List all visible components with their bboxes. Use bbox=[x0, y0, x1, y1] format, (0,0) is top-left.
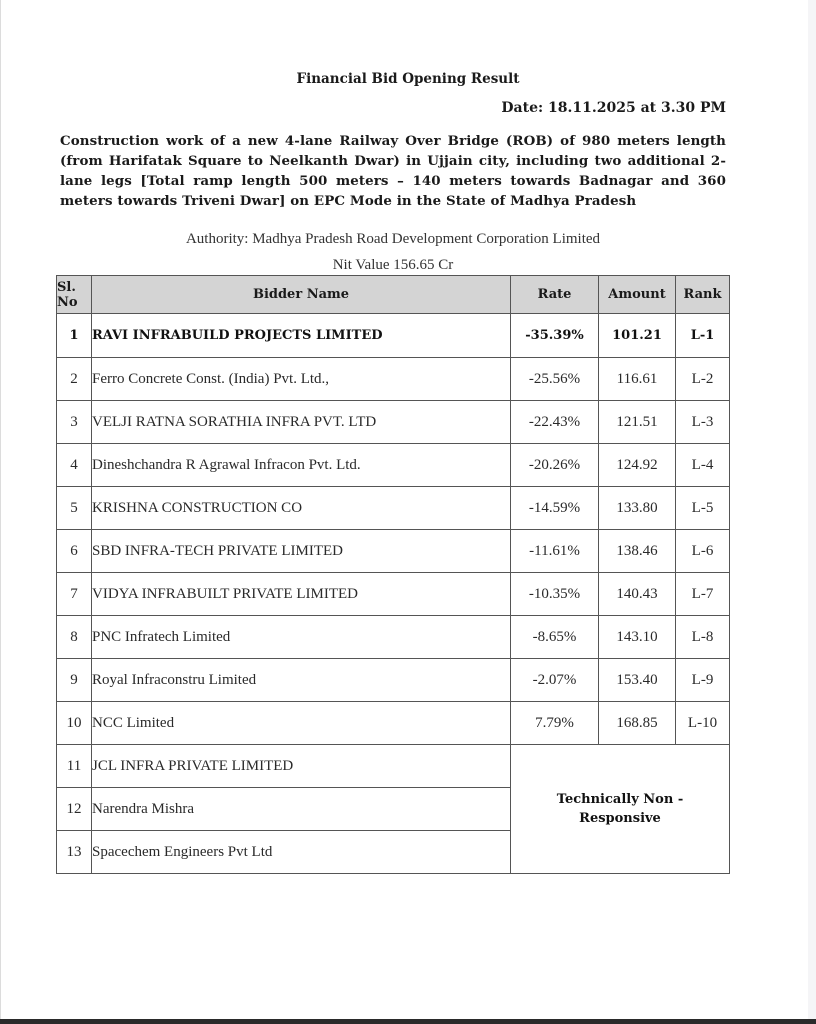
cell-rank: L-7 bbox=[676, 573, 730, 616]
cell-amount: 116.61 bbox=[599, 358, 676, 401]
cell-rate: -11.61% bbox=[511, 530, 599, 573]
cell-rate: 7.79% bbox=[511, 702, 599, 745]
page-right-strip bbox=[808, 0, 816, 1019]
cell-rank: L-3 bbox=[676, 401, 730, 444]
header-rank: Rank bbox=[676, 276, 730, 314]
cell-rank: L-6 bbox=[676, 530, 730, 573]
screen-bottom-bar bbox=[0, 1019, 816, 1024]
cell-sl: 10 bbox=[57, 702, 92, 745]
table-row bbox=[57, 616, 730, 659]
table-row bbox=[57, 702, 730, 745]
cell-bidder-name: SBD INFRA-TECH PRIVATE LIMITED bbox=[92, 530, 511, 573]
cell-amount: 153.40 bbox=[599, 659, 676, 702]
nit-value: Nit Value 156.65 Cr bbox=[332, 257, 454, 273]
cell-sl: 3 bbox=[57, 401, 92, 444]
table-row bbox=[57, 487, 730, 530]
authority-line: Authority: Madhya Pradesh Road Development Corporation Limited bbox=[185, 231, 601, 247]
cell-bidder-name: VELJI RATNA SORATHIA INFRA PVT. LTD bbox=[92, 401, 511, 444]
cell-amount: 133.80 bbox=[599, 487, 676, 530]
cell-amount: 143.10 bbox=[599, 616, 676, 659]
cell-rank: L-2 bbox=[676, 358, 730, 401]
table-row bbox=[57, 358, 730, 401]
cell-sl: 6 bbox=[57, 530, 92, 573]
table-row bbox=[57, 401, 730, 444]
cell-rate: -8.65% bbox=[511, 616, 599, 659]
cell-amount: 101.21 bbox=[599, 314, 676, 358]
cell-rate: -14.59% bbox=[511, 487, 599, 530]
cell-sl: 12 bbox=[57, 788, 92, 831]
cell-rank: L-5 bbox=[676, 487, 730, 530]
cell-bidder-name: Narendra Mishra bbox=[92, 788, 511, 831]
work-description: Construction work of a new 4-lane Railway Over Bridge (ROB) of 980 meters length (from Harifatak Square to Neelkanth Dwar) in Ujjain city, including two additional 2-lane legs [Total ramp length 500 meters – 140 meters towards Badnagar and 360 meters towards Triveni Dwar] on EPC Mode in the State of Madhya Pradesh bbox=[60, 133, 726, 209]
cell-bidder-name: Royal Infraconstru Limited bbox=[92, 659, 511, 702]
cell-rank: L-1 bbox=[676, 314, 730, 358]
cell-sl: 5 bbox=[57, 487, 92, 530]
header-amount: Amount bbox=[599, 276, 676, 314]
cell-sl: 4 bbox=[57, 444, 92, 487]
cell-amount: 121.51 bbox=[599, 401, 676, 444]
cell-amount: 124.92 bbox=[599, 444, 676, 487]
cell-bidder-name: Dineshchandra R Agrawal Infracon Pvt. Ltd. bbox=[92, 444, 511, 487]
bid-results-table bbox=[56, 275, 730, 874]
table-row bbox=[57, 314, 730, 358]
cell-rank: L-10 bbox=[676, 702, 730, 745]
cell-amount: 138.46 bbox=[599, 530, 676, 573]
page-left-edge bbox=[0, 0, 1, 1019]
table-row bbox=[57, 444, 730, 487]
cell-bidder-name: VIDYA INFRABUILT PRIVATE LIMITED bbox=[92, 573, 511, 616]
cell-sl: 1 bbox=[57, 314, 92, 358]
cell-rank: L-4 bbox=[676, 444, 730, 487]
cell-sl: 7 bbox=[57, 573, 92, 616]
cell-sl: 9 bbox=[57, 659, 92, 702]
cell-rate: -22.43% bbox=[511, 401, 599, 444]
cell-bidder-name: PNC Infratech Limited bbox=[92, 616, 511, 659]
cell-amount: 140.43 bbox=[599, 573, 676, 616]
cell-rate: -25.56% bbox=[511, 358, 599, 401]
table-row-non-responsive bbox=[57, 745, 730, 788]
cell-rank: L-9 bbox=[676, 659, 730, 702]
table-row bbox=[57, 573, 730, 616]
document-title: Financial Bid Opening Result bbox=[296, 71, 520, 87]
cell-bidder-name: KRISHNA CONSTRUCTION CO bbox=[92, 487, 511, 530]
cell-bidder-name: Spacechem Engineers Pvt Ltd bbox=[92, 831, 511, 874]
cell-rate: -2.07% bbox=[511, 659, 599, 702]
cell-amount: 168.85 bbox=[599, 702, 676, 745]
cell-bidder-name: JCL INFRA PRIVATE LIMITED bbox=[92, 745, 511, 788]
header-rate: Rate bbox=[511, 276, 599, 314]
cell-rate: -20.26% bbox=[511, 444, 599, 487]
cell-sl: 11 bbox=[57, 745, 92, 788]
cell-rank: L-8 bbox=[676, 616, 730, 659]
cell-rate: -35.39% bbox=[511, 314, 599, 358]
cell-sl: 13 bbox=[57, 831, 92, 874]
cell-sl: 2 bbox=[57, 358, 92, 401]
cell-sl: 8 bbox=[57, 616, 92, 659]
cell-bidder-name: NCC Limited bbox=[92, 702, 511, 745]
table-row bbox=[57, 530, 730, 573]
table-row bbox=[57, 659, 730, 702]
header-sl-no: Sl. No bbox=[57, 276, 92, 314]
document-date: Date: 18.11.2025 at 3.30 PM bbox=[501, 100, 726, 116]
table-header-row bbox=[57, 276, 730, 314]
cell-bidder-name: RAVI INFRABUILD PROJECTS LIMITED bbox=[92, 314, 511, 358]
technically-non-responsive-label: Technically Non - Responsive bbox=[511, 745, 730, 874]
cell-bidder-name: Ferro Concrete Const. (India) Pvt. Ltd., bbox=[92, 358, 511, 401]
cell-rate: -10.35% bbox=[511, 573, 599, 616]
header-bidder-name: Bidder Name bbox=[92, 276, 511, 314]
